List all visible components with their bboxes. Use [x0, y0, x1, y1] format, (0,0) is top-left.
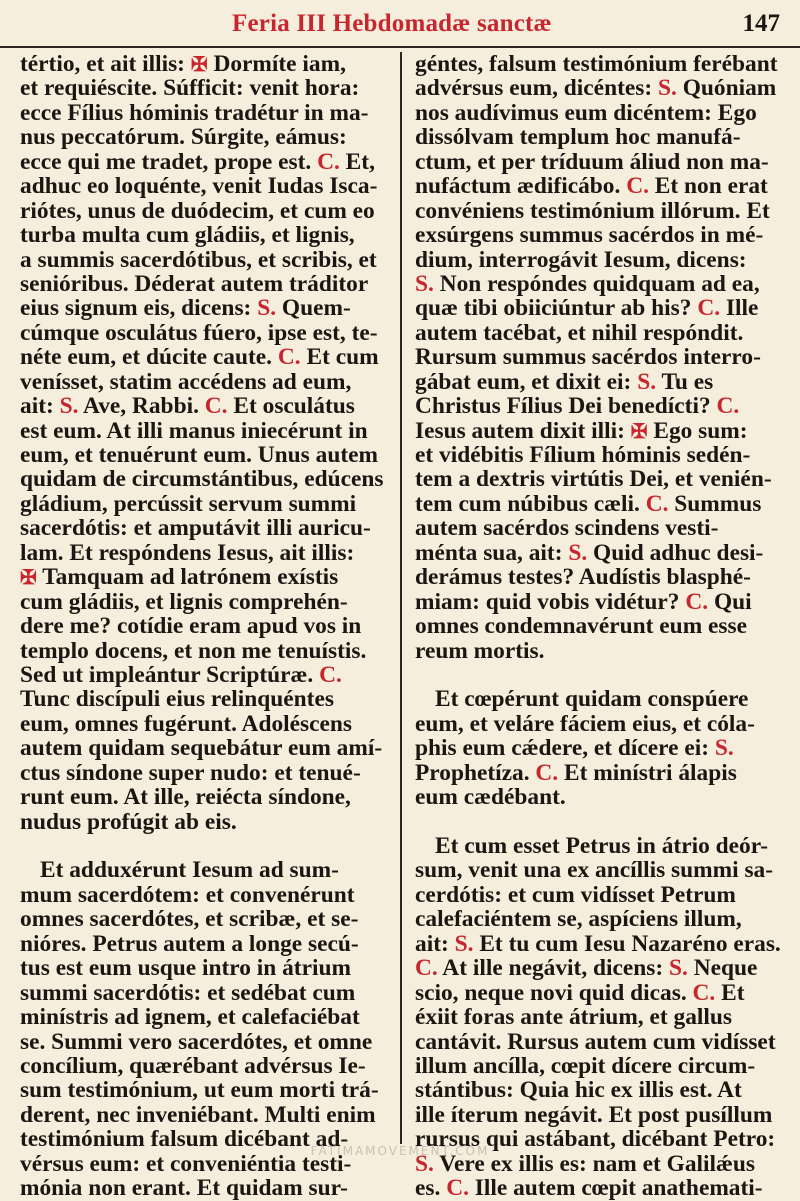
text-segment: derámus testes? Audístis blasphé- — [415, 564, 751, 591]
text-segment: ille íterum negávit. Et post pusíllum — [415, 1101, 773, 1128]
text-segment: es. — [415, 1175, 447, 1201]
text-line — [20, 1054, 390, 1078]
text-line — [20, 712, 390, 736]
text-segment: Et cum — [300, 344, 379, 371]
text-segment: sacerdótis: et amputávit illi auricu- — [20, 515, 371, 542]
text-line — [415, 907, 783, 931]
text-line — [415, 956, 783, 980]
text-line — [415, 883, 783, 907]
text-segment: quæ tibi obiiciúntur ab his? — [415, 295, 698, 322]
text-line — [415, 52, 783, 76]
text-segment: autem quidam sequebátur eum amí- — [20, 735, 383, 762]
text-segment: omnes sacerdótes, et scribæ, et se- — [20, 906, 359, 933]
speaker-marker: C. — [317, 148, 340, 175]
text-segment: Et — [715, 979, 745, 1006]
text-segment: mum sacerdótem: et convenérunt — [20, 881, 355, 908]
text-segment: néte eum, et dúcite caute. — [20, 344, 278, 371]
text-segment: stántibus: Quia hic ex illis est. At — [415, 1077, 742, 1104]
text-segment: miam: quid vobis vidétur? — [415, 588, 686, 615]
text-segment: éxiit foras ante átrium, et gallus — [415, 1004, 733, 1031]
text-segment: nos audívimus eum dicéntem: Ego — [415, 99, 757, 126]
text-line — [20, 394, 390, 418]
page-header — [0, 0, 800, 52]
text-line — [20, 174, 390, 198]
text-line — [20, 101, 390, 125]
text-segment: ait: — [20, 393, 60, 420]
text-segment: Et cœpérunt quidam conspúere — [435, 686, 749, 713]
text-segment: eum, et tenuérunt eum. Unus autem — [20, 442, 378, 468]
text-segment: lam. Et respóndens Iesus, ait illis: — [20, 539, 355, 566]
speaker-marker: S. — [637, 368, 657, 395]
text-line — [415, 467, 783, 491]
text-line — [20, 663, 390, 687]
text-segment: Et tu cum Iesu Nazaréno eras. — [473, 930, 781, 957]
speaker-marker: C. — [716, 393, 740, 420]
text-line — [20, 1005, 390, 1029]
text-segment: cantávit. Rursus autem cum vidísset — [415, 1028, 776, 1055]
text-segment: ait: — [415, 930, 455, 957]
text-segment: ecce qui me tradet, prope est. — [20, 148, 318, 175]
text-segment: dere me? cotídie eram apud vos in — [20, 613, 362, 640]
text-line — [20, 761, 390, 785]
text-segment: Tamquam ad latrónem exístis — [36, 564, 339, 591]
header-rule — [0, 46, 800, 48]
text-segment: cum gládiis, et lignis comprehén- — [20, 588, 348, 615]
text-line — [20, 687, 390, 711]
text-segment: sum testimónium, ut eum morti trá- — [20, 1077, 379, 1104]
speaker-marker: C. — [535, 759, 559, 786]
text-line — [415, 199, 783, 223]
speaker-marker: S. — [59, 393, 79, 420]
text-segment: sum, venit una ex ancíllis summi sa- — [415, 857, 774, 884]
text-line — [415, 712, 783, 736]
text-line — [415, 345, 783, 369]
text-segment: eius signum eis, dicens: — [20, 295, 258, 322]
text-line — [20, 321, 390, 345]
text-line — [20, 956, 390, 980]
text-segment: tem a dextris virtútis Dei, et venién- — [415, 466, 772, 493]
text-line — [415, 296, 783, 320]
text-segment: cúmque osculátus fúero, ipse est, te- — [20, 319, 378, 346]
speaker-marker: S. — [415, 1150, 434, 1177]
text-line — [415, 272, 783, 296]
text-segment: turba multa cum gládiis, et lignis, — [20, 222, 355, 249]
speaker-marker: S. — [669, 955, 688, 982]
text-line — [415, 565, 783, 589]
text-line — [20, 981, 390, 1005]
speaker-marker: S. — [568, 539, 588, 566]
watermark: FATIMAMOVEMENT.COM — [310, 1144, 490, 1158]
text-line — [415, 614, 783, 638]
text-segment: Qui — [708, 588, 752, 615]
text-line — [415, 1005, 783, 1029]
text-segment: tem cum núbibus cæli. — [415, 490, 646, 517]
text-segment: Sed ut impleántur Scriptúræ. — [20, 661, 320, 688]
speaker-marker: S. — [454, 930, 474, 957]
text-line — [20, 810, 390, 834]
text-segment: ctus síndone super nudo: et tenué- — [20, 759, 361, 786]
text-line — [20, 736, 390, 760]
text-line — [415, 1030, 783, 1054]
text-segment: gládium, percússit servum summi — [20, 490, 357, 517]
text-segment: riótes, unus de duódecim, et cum eo — [20, 197, 375, 224]
speaker-marker: C. — [319, 661, 342, 688]
text-line — [20, 858, 390, 882]
text-segment: se. Summi vero sacerdótes, et omne — [20, 1028, 373, 1055]
text-segment: tértio, et ait illis: — [20, 51, 191, 77]
text-line — [415, 443, 783, 467]
text-segment: runt eum. At ille, reiécta síndone, — [20, 784, 351, 811]
text-segment: a summis sacerdótibus, et scribis, et — [20, 246, 377, 273]
text-segment: templo docens, et non me tenuístis. — [20, 637, 367, 664]
text-segment: adhuc eo loquénte, venit Iudas Isca- — [20, 173, 378, 200]
column-divider — [400, 52, 402, 1144]
text-line — [20, 370, 390, 394]
text-segment: Et adduxérunt Iesum ad sum- — [40, 857, 339, 884]
text-line — [415, 785, 783, 809]
text-segment: Et, — [339, 148, 375, 175]
text-segment: At ille negávit, dicens: — [437, 955, 670, 982]
text-segment: Ille autem cœpit anathemati- — [468, 1175, 763, 1201]
text-line — [20, 467, 390, 491]
text-segment: vérsus eum: et conveniéntia testi- — [20, 1150, 352, 1177]
text-line — [20, 932, 390, 956]
left-column — [20, 52, 390, 1201]
text-segment: et vidébitis Fílium hóminis sedén- — [415, 442, 751, 468]
text-line — [20, 223, 390, 247]
text-segment: summi sacerdótis: et sedébat cum — [20, 979, 356, 1006]
text-segment: Et non erat — [648, 173, 768, 200]
text-line — [20, 492, 390, 516]
text-line — [20, 516, 390, 540]
text-segment: nus peccatórum. Súrgite, eámus: — [20, 124, 347, 151]
text-line — [415, 761, 783, 785]
paragraph-break — [415, 663, 783, 687]
speaker-marker: C. — [685, 588, 709, 615]
paragraph-break — [20, 834, 390, 858]
speaker-marker: C. — [204, 393, 228, 420]
text-segment: venísset, statim accédens ad eum, — [20, 368, 352, 395]
text-line — [415, 736, 783, 760]
text-line — [20, 199, 390, 223]
text-line — [20, 541, 390, 565]
text-line — [20, 785, 390, 809]
text-segment: géntes, falsum testimónium ferébant — [415, 51, 778, 77]
text-line — [20, 248, 390, 272]
text-line — [20, 1078, 390, 1102]
text-line — [20, 443, 390, 467]
text-segment: cerdótis: et cum vidísset Petrum — [415, 881, 736, 908]
text-line — [20, 639, 390, 663]
text-segment: ecce Fílius hóminis tradétur in ma- — [20, 99, 369, 126]
right-column — [415, 52, 783, 1201]
text-segment: concílium, quærébant advérsus Ie- — [20, 1052, 366, 1079]
text-segment: dium, interrogávit Iesum, dicens: — [415, 246, 747, 273]
text-segment: Ille — [720, 295, 759, 322]
text-segment: Neque — [687, 955, 758, 982]
text-line — [20, 52, 390, 76]
text-segment: eum, et veláre fáciem eius, et cóla- — [415, 710, 755, 737]
text-segment: ménta sua, ait: — [415, 539, 569, 566]
cross-icon: ✠ — [190, 54, 208, 76]
speaker-marker: S. — [658, 75, 677, 102]
text-line — [415, 76, 783, 100]
text-segment: rursus qui astábant, dicébant Petro: — [415, 1126, 776, 1153]
text-segment: Quem- — [276, 295, 351, 322]
text-line — [415, 394, 783, 418]
text-segment: Tu es — [656, 368, 714, 395]
text-segment: et requiéscite. Súfficit: venit hora: — [20, 75, 360, 102]
text-line — [415, 370, 783, 394]
speaker-marker: C. — [626, 173, 649, 200]
text-segment: derent, nec inveniébant. Multi enim — [20, 1101, 376, 1128]
speaker-marker: C. — [697, 295, 721, 322]
text-segment: nióres. Petrus autem a longe secú- — [20, 930, 359, 957]
text-segment: phis eum cǽdere, et dícere ei: — [415, 735, 715, 762]
text-line — [415, 101, 783, 125]
text-segment: senióribus. Déderat autem tráditor — [20, 270, 369, 297]
text-segment: autem tacébat, et nihil respóndit. — [415, 319, 744, 346]
text-line — [415, 639, 783, 663]
text-line — [20, 1176, 390, 1200]
text-segment: dissólvam templum hoc manufá- — [415, 124, 741, 151]
text-segment: testimónium falsum dicébant ad- — [20, 1126, 349, 1153]
text-line — [415, 541, 783, 565]
text-line — [20, 614, 390, 638]
text-segment: Quóniam — [676, 75, 777, 102]
text-segment: Ego sum: — [647, 417, 748, 444]
text-line — [415, 125, 783, 149]
text-line — [20, 883, 390, 907]
text-segment: illum ancílla, cœpit dícere circum- — [415, 1052, 756, 1079]
text-segment: gábat eum, et dixit ei: — [415, 368, 638, 395]
text-line — [20, 296, 390, 320]
text-segment: omnes condemnavérunt eum esse — [415, 613, 747, 640]
text-segment: mónia non erant. Et quidam sur- — [20, 1175, 348, 1201]
text-segment: nudus profúgit ab eis. — [20, 808, 237, 835]
text-line — [20, 76, 390, 100]
text-line — [415, 248, 783, 272]
text-line — [20, 150, 390, 174]
speaker-marker: S. — [714, 735, 734, 762]
text-segment: minístris ad ignem, et calefaciébat — [20, 1004, 360, 1031]
text-line — [20, 125, 390, 149]
paragraph-break — [415, 810, 783, 834]
text-segment: Summus — [668, 490, 762, 517]
text-line — [415, 223, 783, 247]
text-line — [415, 932, 783, 956]
text-line — [415, 492, 783, 516]
speaker-marker: C. — [446, 1175, 469, 1201]
text-line — [20, 345, 390, 369]
text-line — [20, 565, 390, 589]
cross-icon: ✠ — [20, 567, 37, 590]
text-line — [415, 1054, 783, 1078]
text-segment: Prophetíza. — [415, 759, 536, 786]
text-line — [415, 590, 783, 614]
text-segment: exsúrgens summus sacérdos in mé- — [415, 222, 764, 249]
text-segment: advérsus eum, dicéntes: — [415, 75, 658, 102]
text-line — [415, 419, 783, 443]
speaker-marker: S. — [257, 295, 277, 322]
text-segment: Non respóndes quidquam ad ea, — [433, 270, 760, 297]
text-line — [20, 590, 390, 614]
text-segment: Et minístri álapis — [558, 759, 737, 786]
text-segment: eum, omnes fugérunt. Adoléscens — [20, 710, 353, 737]
text-line — [415, 981, 783, 1005]
text-segment: autem sacérdos scindens vesti- — [415, 515, 719, 542]
text-segment: Tunc discípuli eius relinquéntes — [20, 686, 334, 713]
text-segment: tus est eum usque intro in átrium — [20, 955, 351, 982]
speaker-marker: C. — [645, 490, 669, 517]
text-line — [20, 1030, 390, 1054]
text-line — [20, 1103, 390, 1127]
cross-icon: ✠ — [630, 420, 648, 443]
text-line — [415, 1103, 783, 1127]
text-line — [415, 1078, 783, 1102]
text-segment: scio, neque novi quid dicas. — [415, 979, 693, 1006]
text-line — [415, 834, 783, 858]
text-segment: nufáctum ædificábo. — [415, 173, 627, 200]
text-line — [20, 419, 390, 443]
text-line — [415, 858, 783, 882]
text-segment: ctum, et per tríduum áliud non ma- — [415, 148, 769, 175]
page-number: 147 — [742, 10, 780, 37]
text-line — [415, 687, 783, 711]
text-segment: calefaciéntem se, aspíciens illum, — [415, 906, 742, 933]
text-line — [415, 321, 783, 345]
text-line — [20, 272, 390, 296]
text-segment: convéniens testimónium illórum. Et — [415, 197, 770, 224]
text-segment: Et osculátus — [227, 393, 355, 420]
text-segment: Iesus autem dixit illi: — [415, 417, 631, 444]
speaker-marker: S. — [415, 270, 434, 297]
text-line — [415, 174, 783, 198]
text-line — [20, 907, 390, 931]
text-segment: est eum. At illi manus iniecérunt in — [20, 417, 368, 444]
text-segment: Dormíte iam, — [207, 51, 346, 77]
running-title: Feria III Hebdomadæ sanctæ — [232, 10, 552, 37]
text-line — [415, 150, 783, 174]
text-segment: eum cædébant. — [415, 784, 566, 811]
text-segment: quidam de circumstántibus, edúcens — [20, 466, 384, 493]
text-line — [415, 516, 783, 540]
speaker-marker: C. — [415, 955, 438, 982]
speaker-marker: C. — [692, 979, 716, 1006]
text-segment: reum mortis. — [415, 637, 545, 664]
speaker-marker: C. — [277, 344, 301, 371]
text-line — [415, 1176, 783, 1200]
text-segment: Et cum esset Petrus in átrio deór- — [435, 833, 769, 859]
text-segment: Vere ex illis es: nam et Galilǽus — [433, 1150, 756, 1177]
text-segment: Rursum summus sacérdos interro- — [415, 344, 761, 371]
text-segment: Quid adhuc desi- — [587, 539, 764, 566]
text-segment: Christus Fílius Dei benedícti? — [415, 393, 717, 420]
text-segment: Ave, Rabbi. — [78, 393, 205, 420]
